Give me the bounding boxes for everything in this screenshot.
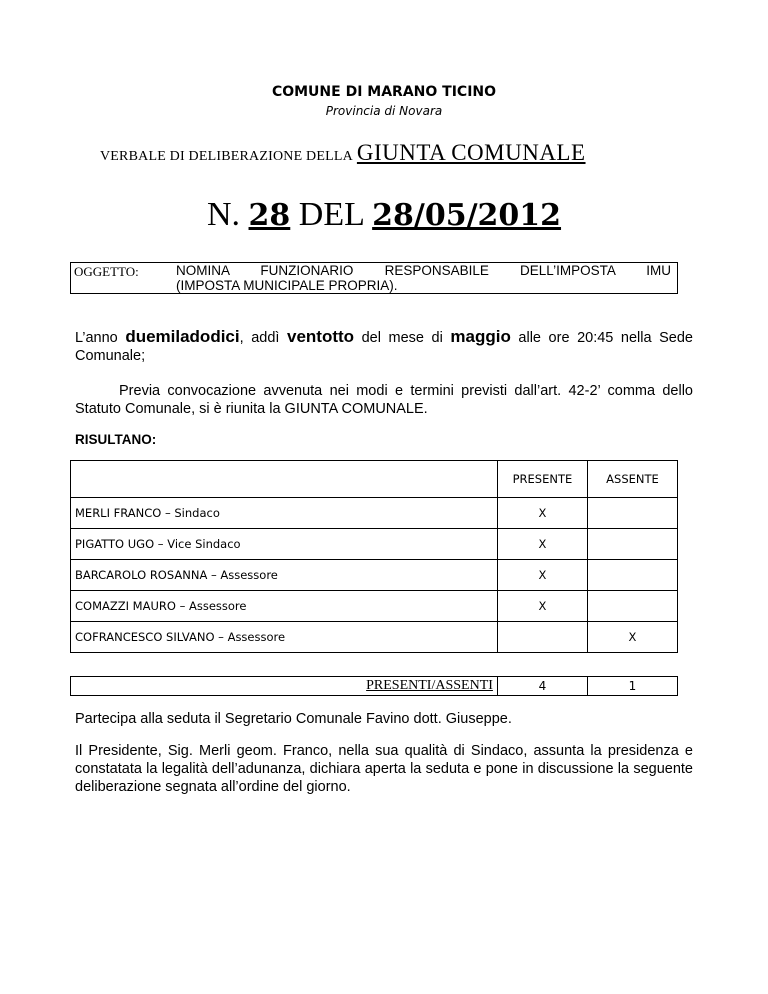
segretario-paragraph: Partecipa alla seduta il Segretario Comunale Favino dott. Giuseppe. [75,711,512,727]
table-row [71,591,678,622]
convocazione-paragraph: Previa convocazione avvenuta nei modi e termini previsti dall’art. 42-2’ comma dello Statuto Comunale, si è riunita la GIUNTA COMUNALE. [75,383,693,417]
table-row [71,529,678,560]
intro-mese: maggio [450,327,511,346]
oggetto-box [70,262,678,294]
verbale-prefix: VERBALE DI DELIBERAZIONE DELLA [100,149,353,164]
totals-row [71,677,678,696]
verbale-title [100,140,586,166]
table-row [71,498,678,529]
intro-text-2: , addì [239,330,287,346]
assente-mark [587,498,677,529]
oggetto-label: OGGETTO: [74,264,139,279]
numero-prefix: N. [206,196,241,233]
risultano-heading: RISULTANO: [75,432,157,447]
numero-value: 28 [248,198,291,233]
totals-label: PRESENTI/ASSENTI [71,677,498,696]
attendance-table [70,460,678,653]
assente-mark [587,560,677,591]
presente-mark: X [497,560,587,591]
total-assenti: 1 [587,677,677,696]
del-word: DEL [298,196,364,233]
intro-text-3: del mese di [354,330,451,346]
assente-mark [587,529,677,560]
table-row [71,560,678,591]
presente-mark: X [497,529,587,560]
presente-mark: X [497,498,587,529]
assente-mark [587,591,677,622]
member-name: COFRANCESCO SILVANO – Assessore [71,622,498,653]
intro-anno: duemiladodici [125,327,240,346]
member-name: BARCAROLO ROSANNA – Assessore [71,560,498,591]
provincia-name: Provincia di Novara [325,104,443,118]
table-row [71,622,678,653]
header-empty-cell [71,461,498,498]
comune-name: COMUNE DI MARANO TICINO [271,84,497,100]
delibera-number [0,196,768,234]
oggetto-line-2: (IMPOSTA MUNICIPALE PROPRIA). [176,278,398,293]
presente-mark [497,622,587,653]
intro-paragraph [75,328,693,365]
col-assente: ASSENTE [587,461,677,498]
intro-text-1: L’anno [75,330,126,346]
attendance-header-row [71,461,678,498]
presidente-paragraph: Il Presidente, Sig. Merli geom. Franco, nella sua qualità di Sindaco, assunta la presidenza e constatata la legalità dell’adunanza, dichiara aperta la seduta e pone in discussione la seguente deliberazione segnata all’ordine del giorno. [75,743,693,795]
assente-mark: X [587,622,677,653]
verbale-organo: GIUNTA COMUNALE [356,140,586,165]
delibera-date: 28/05/2012 [372,198,562,233]
intro-giorno: ventotto [287,327,355,346]
total-presenti: 4 [497,677,587,696]
oggetto-text [176,263,671,293]
totals-table [70,676,678,696]
col-presente: PRESENTE [497,461,587,498]
presente-mark: X [497,591,587,622]
oggetto-line-1: NOMINA FUNZIONARIO RESPONSABILE DELL’IMPOSTA IMU [176,263,671,278]
member-name: COMAZZI MAURO – Assessore [71,591,498,622]
member-name: PIGATTO UGO – Vice Sindaco [71,529,498,560]
intro-text-4: alle ore 20:45 nella Sede Comunale; [75,330,693,364]
member-name: MERLI FRANCO – Sindaco [71,498,498,529]
